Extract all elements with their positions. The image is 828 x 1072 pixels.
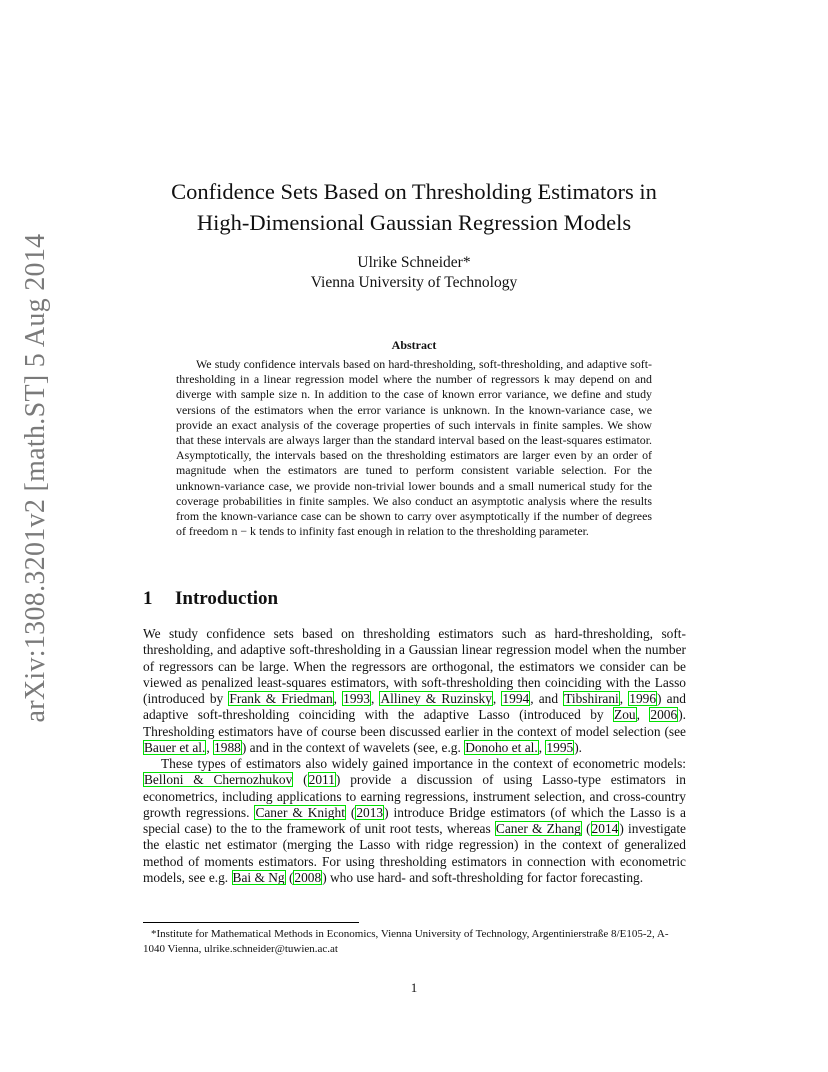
citation-link[interactable]: 1996 — [629, 691, 657, 706]
author-block — [100, 253, 728, 293]
citation-link[interactable]: 2014 — [591, 821, 619, 836]
text-run: ) investigate the elastic net estimator (merging the Lasso with ridge regression) in the context of generalized method of moments estimators. For using thresholding estimators in connection with econometric models, see e.g. — [143, 821, 686, 885]
paragraph — [143, 756, 686, 886]
text-run: , and — [530, 691, 564, 706]
text-run: ) and adaptive soft-thresholding coinciding with the adaptive Lasso (introduced by — [143, 691, 686, 723]
paper-title — [100, 176, 728, 238]
citation-link[interactable]: 1995 — [546, 739, 574, 755]
page-number: 1 — [410, 980, 418, 995]
text-run: , — [636, 707, 650, 723]
text-run: ( — [581, 821, 591, 836]
text-run: , — [333, 691, 343, 706]
citation-link[interactable]: Bauer et al. — [144, 739, 206, 755]
text-run: , — [492, 691, 502, 706]
citation-link[interactable]: Belloni & Chernozhukov — [144, 772, 293, 788]
citation-link[interactable]: Caner & Knight — [255, 804, 345, 820]
citation-link[interactable]: 2013 — [356, 804, 384, 820]
text-run: ) who use hard- and soft-thresholding for factor forecasting. — [322, 869, 644, 885]
section-title: Introduction — [175, 588, 279, 609]
citation-link[interactable]: 2011 — [308, 772, 335, 788]
text-run: ) provide a discussion of using Lasso-type estimators in econometrics, including applications to earning regressions, instrument selection, and cross-country growth regressions. — [143, 772, 686, 820]
arxiv-identifier-sidebar — [14, 233, 58, 722]
citation-link[interactable]: Tibshirani — [564, 691, 619, 706]
text-run: ). Thresholding estimators have of course been discussed earlier in the context of model selection (see — [143, 707, 686, 739]
paragraph — [143, 626, 686, 756]
author-name: Ulrike Schneider* — [357, 254, 471, 271]
section-heading — [143, 588, 278, 610]
citation-link[interactable]: Alliney & Ruzinsky — [380, 691, 492, 706]
text-run: ). — [574, 739, 583, 755]
arxiv-identifier: arXiv:1308.3201v2 [math.ST] 5 Aug 2014 — [20, 233, 51, 722]
author-affiliation: Vienna University of Technology — [310, 274, 518, 291]
citation-link[interactable]: 1993 — [343, 691, 370, 706]
text-run: We study confidence sets based on thresholding estimators such as hard-thresholding, soft-thresholding, and adaptive soft-thresholding in a Gaussian linear regression model when the number of regressors can be large. When the regressors are orthogonal, the estimators we consider can be viewed as penalized least-squares estimators, with soft-thresholding then coinciding with the Lasso (introduced by — [143, 626, 686, 706]
text-run: , — [538, 739, 546, 755]
citation-link[interactable]: Zou — [614, 707, 636, 723]
citation-link[interactable]: Bai & Ng — [232, 869, 285, 885]
text-run: ( — [293, 772, 308, 788]
title-line-2: High-Dimensional Gaussian Regression Models — [196, 210, 632, 235]
citation-link[interactable]: 1988 — [214, 739, 241, 755]
introduction-body — [143, 626, 686, 886]
footnote-rule — [143, 922, 359, 923]
footnote: *Institute for Mathematical Methods in Economics, Vienna University of Technology, Argentinierstraße 8/E105-2, A-1040 Vienna, ulrike.schneider@tuwien.ac.at — [143, 928, 669, 955]
title-line-1: Confidence Sets Based on Thresholding Estimators in — [171, 179, 657, 204]
citation-link[interactable]: Donoho et al. — [465, 739, 538, 755]
abstract-text: We study confidence intervals based on hard-thresholding, soft-thresholding, and adaptive soft-thresholding in a linear regression model where the number of regressors k may depend on and diverge with sample size n. In addition to the case of known error variance, we define and study versions of the estimators when the error variance is unknown. In the known-variance case, we provide an exact analysis of the coverage properties of such intervals in finite samples. We show that these intervals are always larger than the standard interval based on the least-squares estimator. Asymptotically, the intervals based on the thresholding estimators are larger even by an order of magnitude when the estimators are tuned to perform consistent variable selection. For the unknown-variance case, we provide non-trivial lower bounds and a small numerical study for the coverage probabilities in finite samples. We also conduct an asymptotic analysis where the results from the known-variance case can be shown to carry over asymptotically if the number of degrees of freedom n − k tends to infinity fast enough in relation to the thresholding parameter. — [176, 357, 652, 539]
citation-link[interactable]: Frank & Friedman — [229, 691, 333, 706]
section-number: 1 — [143, 588, 153, 609]
text-run: ) and in the context of wavelets (see, e.g. — [241, 739, 465, 755]
text-run: These types of estimators also widely gained importance in the context of econometric models: — [161, 756, 686, 771]
text-run: , — [206, 739, 214, 755]
citation-link[interactable]: 1994 — [502, 691, 530, 706]
citation-link[interactable]: Caner & Zhang — [495, 821, 581, 836]
text-run: ( — [285, 869, 294, 885]
text-run: , — [619, 691, 629, 706]
citation-link[interactable]: 2006 — [650, 707, 678, 723]
text-run: , — [370, 691, 380, 706]
text-run: ( — [345, 804, 356, 820]
abstract-heading: Abstract — [391, 338, 437, 352]
citation-link[interactable]: 2008 — [294, 869, 322, 885]
text-run: ) introduce Bridge estimators (of which the Lasso is a special case) to the to the framework of unit root tests, whereas — [143, 804, 686, 836]
